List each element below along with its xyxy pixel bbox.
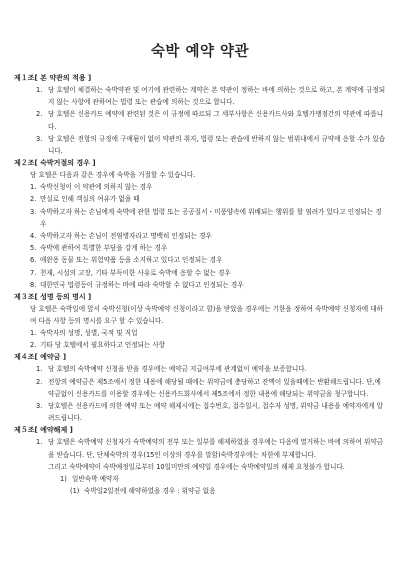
list-item: 8. 대한민국 법령등이 규정하는 바에 따라 숙박할 수 없다고 인정되는 경우 <box>30 280 244 289</box>
article-5 <box>14 425 386 497</box>
list-item: 7. 천재, 시설의 고장, 기타 부득이한 사유로 숙박에 응할 수 없는 경우 <box>30 268 231 277</box>
list-item: 2. 기타 당 호텔에서 필요하다고 인정되는 사항 <box>30 341 166 350</box>
list-item: 2. 만실로 인해 객실의 여유가 없을 때 <box>30 195 140 204</box>
list-item: 3. 당호텔은 신용카드에 의한 예약 또는 예약 해제시에는 접수번호, 접수일시, 접수자 성명, 위약금 내용을 예약자에게 알려드립니다. <box>36 402 383 423</box>
list-item: 3. 당 호텔은 전항의 규정에 구애됨이 없이 약관의 취지, 법령 또는 관습에 반하지 않는 범위내에서 규약에 응할 수가 있습니다. <box>36 134 386 156</box>
list-item: 4. 숙박하고자 하는 손님이 전염병자라고 명백히 인정되는 경우 <box>30 232 212 241</box>
article-heading: 제５조[ 예약해제 ] <box>14 426 73 435</box>
article-heading: 제４조[ 예약금 ] <box>14 353 67 362</box>
article-intro: 당 호텔은 다음과 같은 경우에 숙박을 거절할 수 있습니다. <box>30 171 196 180</box>
article-2 <box>14 158 386 291</box>
list-item: 2. 전항의 예약금은 제5조에서 정한 내용에 해당될 때에는 위약금에 충당하고 잔액이 있을때에는 반환해드립니다. 단,예약금없이 신용카드를 이용할 경우에는 신용카드회사에서 제5조에서 정한 내용에 해당되는 위약금을 청구합니다. <box>36 377 381 398</box>
sub-sub-item: (1) 숙박일2일전에 해약하였을 경우 : 위약금 없음 <box>70 487 216 496</box>
list-item: 1. 숙박신청이 이 약관에 의하지 않는 경우 <box>30 183 153 192</box>
list-item: 1. 당 호텔이 체결하는 숙박약관 및 여기에 관련하는 계약은 본 약관이 정하는 바에 의하는 것으로 하고, 본 계약에 규정되지 않는 사항에 관하여는 법령 또는 관습에 의하는 것으로 합니다. <box>36 86 386 107</box>
list-item: 1. 숙박자의 성명, 성별, 국적 및 직업 <box>30 329 138 338</box>
list-item: 3. 숙박하고자 하는 손님에게 숙박에 관한 법령 또는 공공질서・미풍양속에 위배되는 행위를 할 염려가 있다고 인정되는 경우 <box>30 207 382 228</box>
article-3 <box>14 292 386 351</box>
page-title: 숙박 예약 약관 <box>150 44 250 60</box>
list-item: 1. 당 호텔의 숙박예약 신청을 받을 경우에는 예약금 지급여부에 관계없이 예약을 보증합니다. <box>36 365 307 374</box>
article-note: 그리고 숙박예약이 숙박예정일로부터 10일미만의 예약일 경우에는 숙박예약일의 해제 요청불가 합니다. <box>48 462 345 471</box>
list-item: 2. 당 호텔은 신용카드 예약에 관련된 것은 이 규정에 따르되 그 세부사항은 신용카드사와 호텔가맹점간의 약관에 따릅니다. <box>36 110 384 131</box>
article-1 <box>14 73 386 157</box>
article-4 <box>14 352 386 424</box>
list-item: 6. 애완용 동물 또는 위험약품 등을 소지하고 있다고 인정되는 경우 <box>30 256 223 265</box>
list-item: 5. 숙박에 관하여 특별한 부담을 강게 하는 경우 <box>30 244 168 253</box>
article-heading: 제３조[ 성명 등의 명시 ] <box>14 293 92 302</box>
list-item: 1. 당 호텔은 숙박예약 신청자가 숙박예약의 전부 또는 일부를 해제하였을 경우에는 다음에 열거하는 바에 의하여 위약금을 받습니다. 단, 단체숙박의 경우(15인 이상의 경우를 말함)숙박경우에는 차한에 부재합니다. <box>36 438 384 459</box>
article-heading: 제１조[ 본 약관의 적용 ] <box>14 74 92 82</box>
article-intro: 당 호텔은 숙박일에 앞서 숙박신청(이상 숙박예약 신청이라고 함)을 받았을 경우에는 기한을 정하여 숙박예약 신청자에 대하여 다음 사항 등의 명시를 요구 할 수 있습니다. <box>30 305 383 326</box>
sub-item: 1) 일반숙박 예약자 <box>60 474 119 483</box>
article-heading: 제２조[ 숙박거절의 경우 ] <box>14 159 96 168</box>
